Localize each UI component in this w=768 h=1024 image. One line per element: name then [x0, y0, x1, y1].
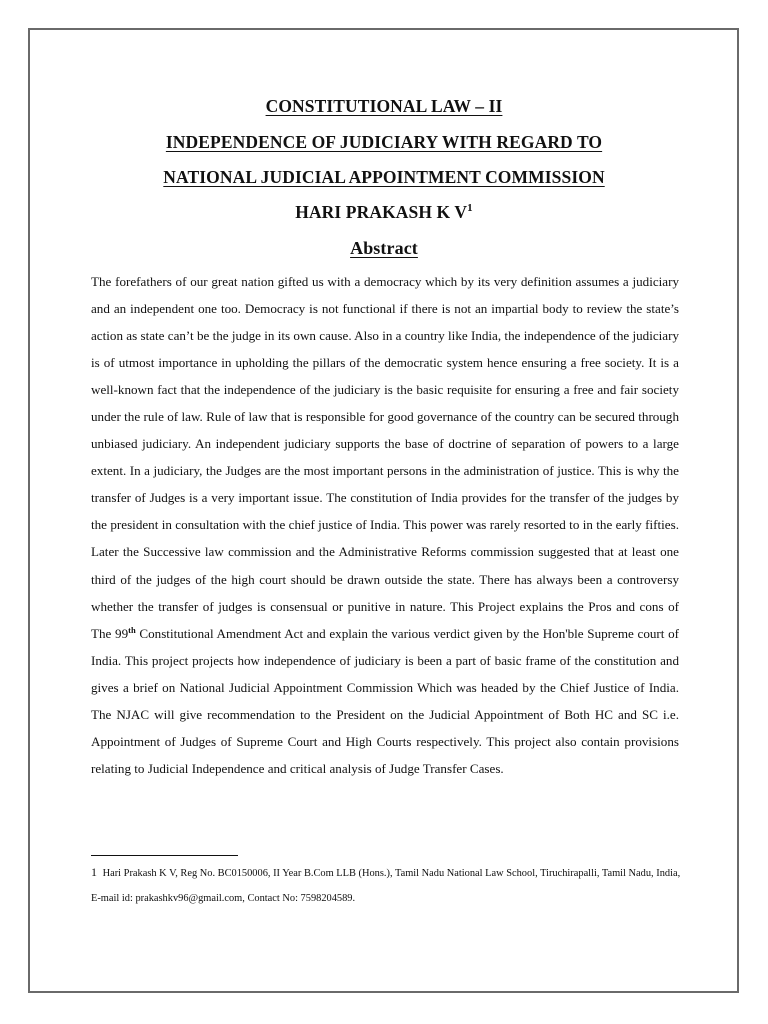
abstract-heading-text: Abstract [350, 238, 418, 258]
footnote-number: 1 [91, 865, 97, 879]
author-footnote-marker: 1 [467, 202, 473, 215]
abstract-superscript: th [128, 624, 136, 635]
title-line-2 [30, 131, 738, 153]
abstract-heading [30, 237, 738, 259]
abstract-text-part-2: Constitutional Amendment Act and explain the various verdict given by the Hon'ble Supreme court of India. This project projects how independence of judiciary is been a part of basic frame of the constitution and gives a brief on National Judicial Appointment Commission Which was headed by the Chief Justice of India. The NJAC will give recommendation to the President on the Judicial Appointment of Both HC and SC i.e. Appointment of Judges of Supreme Court and High Courts respectively. This project also contain provisions relating to Judicial Independence and critical analysis of Judge Transfer Cases. [91, 625, 679, 776]
author-name: HARI PRAKASH K V [295, 202, 468, 222]
title-line-3 [30, 166, 738, 188]
author-line [30, 201, 738, 223]
title-line-3-text: NATIONAL JUDICIAL APPOINTMENT COMMISSION [163, 167, 605, 187]
abstract-text-part-1: The forefathers of our great nation gifted us with a democracy which by its very definition assumes a judiciary and an independent one too. Democracy is not functional if there is not an impartial body to review the state’s action as state can’t be the judge in its own cause. Also in a country like India, the independence of the judiciary is of utmost importance in upholding the pillars of the democratic system hence ensuring a free society. It is a well-known fact that the independence of the judiciary is the basic requisite for ensuring a free and fair society under the rule of law. Rule of law that is responsible for good governance of the country can be secured through unbiased judiciary. An independent judiciary supports the base of doctrine of separation of powers to a large extent. In a judiciary, the Judges are the most important persons in the administration of justice. This is why the transfer of Judges is a very important issue. The constitution of India provides for the transfer of the judges by the president in consultation with the chief justice of India. This power was rarely resorted to in the early fifties. Later the Successive law commission and the Administrative Reforms commission suggested that at least one third of the judges of the high court should be drawn outside the state. There has always been a controversy whether the transfer of judges is consensual or punitive in nature. This Project explains the Pros and cons of The 99 [91, 274, 679, 641]
title-line-1-text: CONSTITUTIONAL LAW – II [265, 96, 503, 116]
footnote-separator [91, 855, 238, 856]
footnote-text: Hari Prakash K V, Reg No. BC0150006, II Year B.Com LLB (Hons.), Tamil Nadu National Law School, Tiruchirapalli, Tamil Nadu, India, E-mail id: prakashkv96@gmail.com, Contact No: 7598204589. [91, 868, 681, 904]
footnote [91, 860, 691, 911]
title-line-2-text: INDEPENDENCE OF JUDICIARY WITH REGARD TO [165, 132, 603, 152]
title-line-1 [30, 95, 738, 117]
abstract-paragraph [91, 268, 679, 782]
